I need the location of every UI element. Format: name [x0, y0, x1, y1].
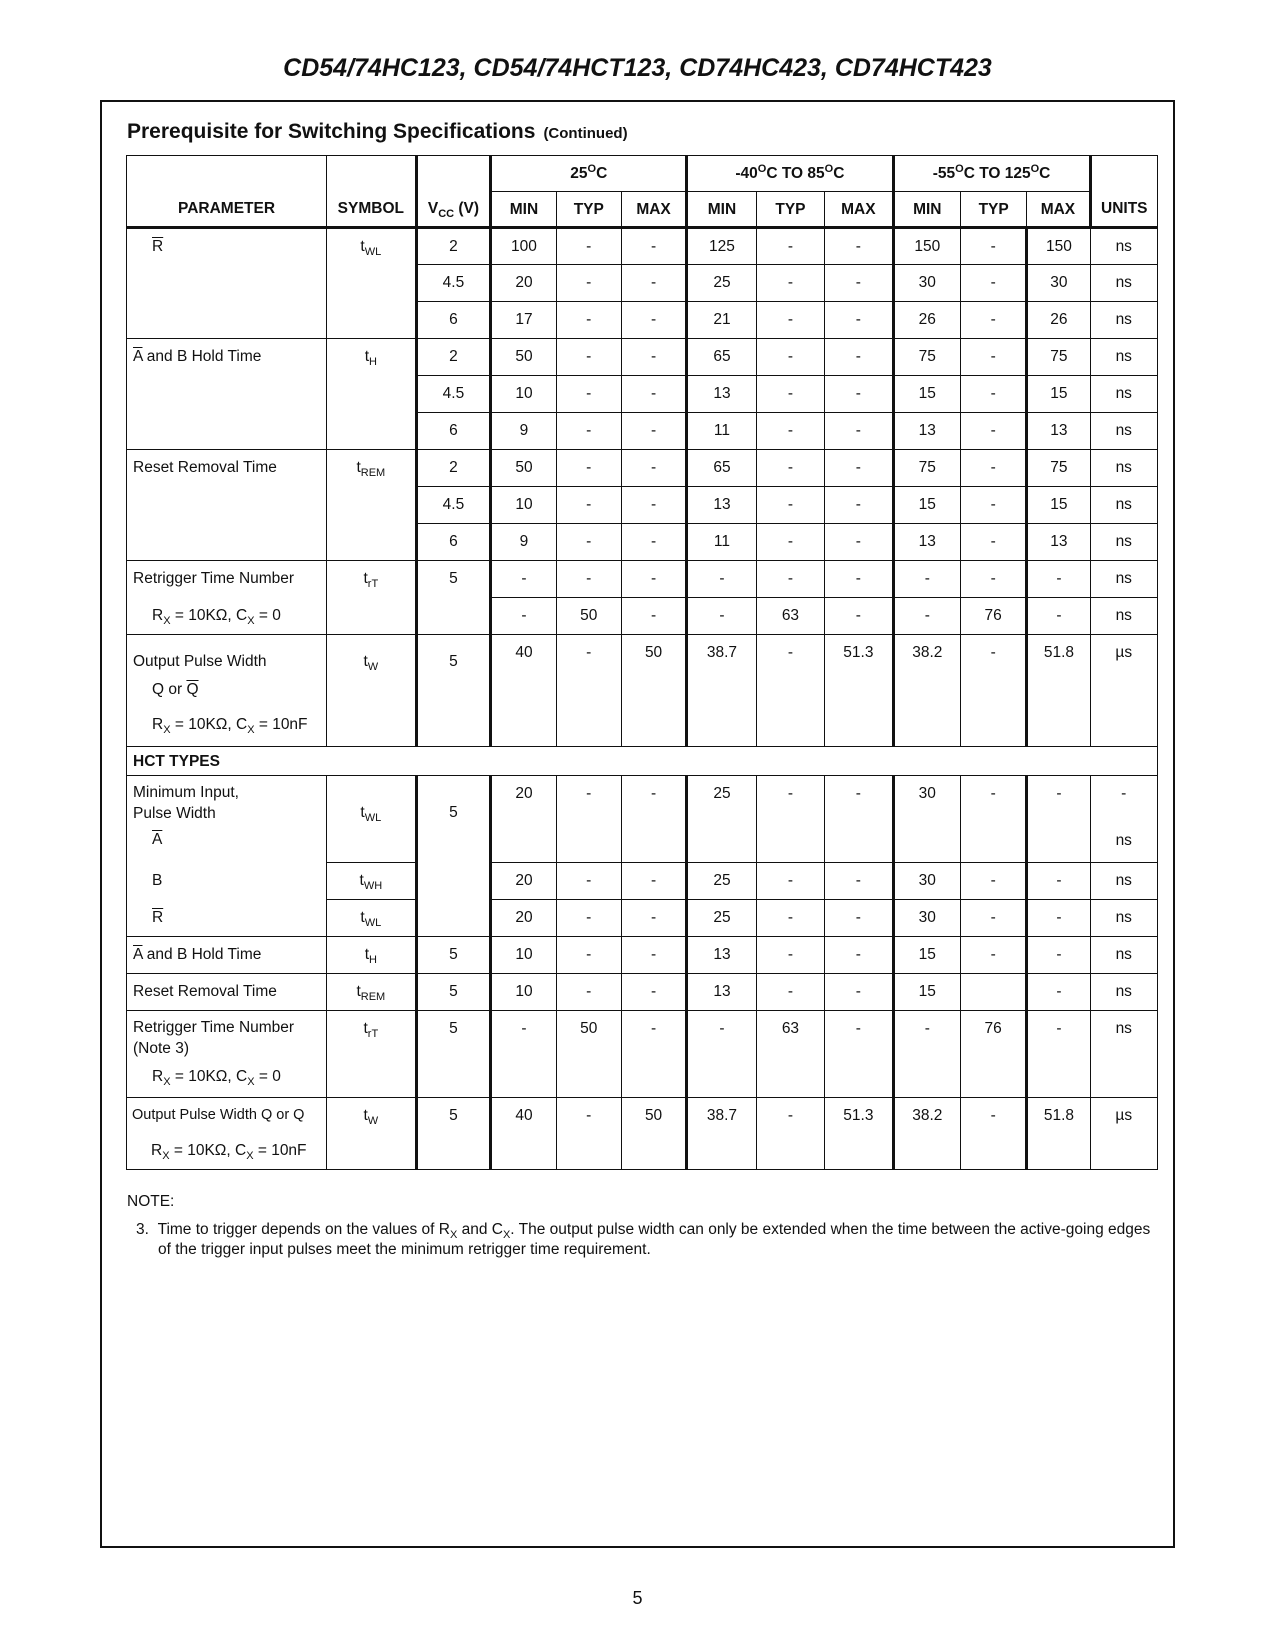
- table-cell: 10: [491, 974, 556, 1011]
- table-cell: -: [825, 413, 893, 450]
- table-row: [127, 1098, 1158, 1170]
- table-cell: $t_{REM}$: [327, 974, 417, 1011]
- table-cell: Minimum Input, Pulse Width $\overline{A}$: [127, 776, 327, 863]
- table-cell: -: [960, 265, 1026, 302]
- table-cell: 50: [491, 339, 556, 376]
- table-cell: -: [556, 937, 621, 974]
- table-cell: 75: [893, 339, 960, 376]
- section-title: Prerequisite for Switching Specifications (Continued): [127, 120, 628, 143]
- table-cell: Reset Removal Time: [127, 450, 327, 561]
- table-cell: -: [960, 376, 1026, 413]
- table-cell: ns: [1090, 863, 1158, 900]
- table-row: [127, 598, 1158, 635]
- table-cell: 26: [893, 302, 960, 339]
- table-cell: -: [556, 900, 621, 937]
- table-cell: -: [621, 487, 686, 524]
- table-cell: -: [621, 450, 686, 487]
- table-cell: -: [556, 376, 621, 413]
- table-cell: -: [687, 598, 757, 635]
- table-cell: 15: [893, 937, 960, 974]
- table-cell: 76: [960, 1011, 1026, 1098]
- table-cell: -: [756, 339, 824, 376]
- table-cell: -: [756, 413, 824, 450]
- table-cell: µs: [1090, 1098, 1158, 1170]
- table-cell: -: [960, 776, 1026, 863]
- table-cell: -: [960, 302, 1026, 339]
- spec-frame: [100, 100, 1175, 1548]
- table-cell: 25: [687, 776, 757, 863]
- table-cell: 50: [556, 598, 621, 635]
- table-cell: -: [556, 561, 621, 598]
- table-row: [127, 974, 1158, 1011]
- note-item-3: 3. Time to trigger depends on the values of $R_X$ and $C_X$. The output pulse width can only be extended when the time between the active-going edges of the trigger input pulses meet the minimum retrigger time requirement.: [136, 1221, 1151, 1258]
- table-cell: 65: [687, 450, 757, 487]
- table-cell: -: [960, 450, 1026, 487]
- table-cell: [327, 598, 417, 635]
- table-cell: 13: [687, 376, 757, 413]
- table-cell: -: [825, 302, 893, 339]
- table-row: [127, 863, 1158, 900]
- table-cell: ns: [1090, 900, 1158, 937]
- table-cell: ns: [1090, 937, 1158, 974]
- table-cell: [416, 863, 491, 900]
- table-cell: -: [491, 561, 556, 598]
- table-cell: [416, 598, 491, 635]
- table-cell: -: [756, 1098, 824, 1170]
- table-row: [127, 228, 1158, 265]
- table-cell: -: [960, 339, 1026, 376]
- table-cell: ns: [1090, 228, 1158, 265]
- table-cell: 13: [893, 413, 960, 450]
- table-cell: -: [621, 974, 686, 1011]
- table-cell: -: [621, 376, 686, 413]
- table-cell: 10: [491, 487, 556, 524]
- document-header-title: CD54/74HC123, CD54/74HCT123, CD74HC423, CD74HCT423: [283, 54, 992, 82]
- table-row: [127, 937, 1158, 974]
- table-cell: 5: [416, 1011, 491, 1098]
- table-cell: 4.5: [416, 376, 491, 413]
- table-cell: -: [960, 487, 1026, 524]
- table-cell: -: [825, 487, 893, 524]
- table-cell: ns: [1090, 265, 1158, 302]
- table-cell: -: [556, 487, 621, 524]
- table-cell: -: [756, 302, 824, 339]
- table-cell: 4.5: [416, 265, 491, 302]
- table-cell: -: [960, 863, 1026, 900]
- table-cell: 38.7: [687, 1098, 757, 1170]
- table-cell: 63: [756, 1011, 824, 1098]
- table-cell: 50: [621, 1098, 686, 1170]
- table-cell: -: [960, 561, 1026, 598]
- table-cell: 30: [893, 776, 960, 863]
- table-cell: 6: [416, 413, 491, 450]
- table-cell: 150: [1027, 228, 1090, 265]
- table-cell: 30: [893, 863, 960, 900]
- table-cell: 5: [416, 1098, 491, 1170]
- table-row: [127, 339, 1158, 376]
- table-cell: -: [621, 863, 686, 900]
- table-cell: -: [960, 413, 1026, 450]
- table-cell: -: [621, 776, 686, 863]
- table-cell: 38.2: [893, 635, 960, 747]
- table-cell: ns: [1090, 1011, 1158, 1098]
- table-cell: -: [621, 1011, 686, 1098]
- table-cell: 51.8: [1027, 1098, 1090, 1170]
- col-symbol: SYMBOL: [327, 192, 417, 228]
- table-cell: 13: [687, 937, 757, 974]
- note-label: NOTE:: [127, 1193, 175, 1210]
- table-cell: -: [960, 524, 1026, 561]
- table-cell: -: [556, 635, 621, 747]
- temp-40-85-header: $-40^OC$ TO $85^OC$: [687, 156, 893, 192]
- table-cell: 40: [491, 635, 556, 747]
- table-cell: -: [556, 265, 621, 302]
- table-cell: ns: [1090, 376, 1158, 413]
- table-cell: -: [756, 974, 824, 1011]
- table-cell: -: [825, 900, 893, 937]
- table-cell: [416, 900, 491, 937]
- table-cell: -: [621, 561, 686, 598]
- temp-25c-header: $25^OC$: [491, 156, 687, 192]
- table-cell: 5: [416, 937, 491, 974]
- table-cell: 20: [491, 265, 556, 302]
- table-cell: 6: [416, 302, 491, 339]
- table-cell: -: [756, 561, 824, 598]
- table-cell: 2: [416, 228, 491, 265]
- table-cell: -: [621, 598, 686, 635]
- table-cell: -: [556, 413, 621, 450]
- table-cell: 13: [687, 487, 757, 524]
- table-cell: 13: [1027, 413, 1090, 450]
- table-cell: 11: [687, 413, 757, 450]
- table-cell: 30: [893, 900, 960, 937]
- table-cell: -: [1027, 1011, 1090, 1098]
- table-cell: $t_{WH}$: [327, 863, 417, 900]
- table-cell: 20: [491, 900, 556, 937]
- table-cell: 20: [491, 776, 556, 863]
- table-cell: 4.5: [416, 487, 491, 524]
- table-cell: 30: [893, 265, 960, 302]
- table-cell: Retrigger Time Number (Note 3) $R_X = 10K\Omega$, $C_X = 0$: [127, 1011, 327, 1098]
- table-cell: $t_W$: [327, 635, 417, 747]
- table-cell: Output Pulse Width Q or Q $R_X = 10K\Omega$, $C_X = 10nF$: [127, 1098, 327, 1170]
- table-cell: 150: [893, 228, 960, 265]
- table-cell: 9: [491, 524, 556, 561]
- table-cell: -: [621, 339, 686, 376]
- table-cell: -: [556, 974, 621, 1011]
- table-cell: 2: [416, 339, 491, 376]
- table-cell: -: [621, 413, 686, 450]
- table-cell: 125: [687, 228, 757, 265]
- table-cell: ns: [1090, 413, 1158, 450]
- table-cell: -: [556, 302, 621, 339]
- table-cell: $t_W$: [327, 1098, 417, 1170]
- table-cell: -: [556, 524, 621, 561]
- table-row: [127, 776, 1158, 863]
- table-cell: $t_{WL}$: [327, 900, 417, 937]
- table-cell: -: [893, 598, 960, 635]
- table-cell: ns: [1090, 561, 1158, 598]
- table-cell: -: [756, 524, 824, 561]
- table-cell: $t_{WL}$: [327, 776, 417, 863]
- table-cell: -: [960, 635, 1026, 747]
- table-cell: Retrigger Time Number: [127, 561, 327, 598]
- table-cell: -: [756, 900, 824, 937]
- table-cell: -: [621, 265, 686, 302]
- table-cell: -: [825, 1011, 893, 1098]
- table-cell: -: [1027, 598, 1090, 635]
- table-row: [127, 900, 1158, 937]
- table-cell: $\overline{A}$ and B Hold Time: [127, 937, 327, 974]
- table-cell: -: [556, 228, 621, 265]
- table-cell: -: [960, 228, 1026, 265]
- table-cell: -: [960, 1098, 1026, 1170]
- table-cell: -: [825, 776, 893, 863]
- table-cell: 100: [491, 228, 556, 265]
- table-cell: -: [756, 776, 824, 863]
- table-cell: -: [825, 376, 893, 413]
- table-cell: -: [825, 450, 893, 487]
- table-cell: -: [1027, 863, 1090, 900]
- table-cell: 40: [491, 1098, 556, 1170]
- table-cell: ns: [1090, 598, 1158, 635]
- table-cell: -: [825, 524, 893, 561]
- table-cell: -: [756, 937, 824, 974]
- page-number: 5: [632, 1588, 643, 1608]
- table-cell: 50: [491, 450, 556, 487]
- table-cell: 75: [1027, 339, 1090, 376]
- table-cell: -: [825, 974, 893, 1011]
- table-row: [127, 450, 1158, 487]
- table-cell: 5: [416, 561, 491, 598]
- table-cell: ns: [1090, 302, 1158, 339]
- table-cell: -: [687, 561, 757, 598]
- table-row: [127, 635, 1158, 747]
- table-cell: 51.3: [825, 635, 893, 747]
- table-cell: $t_{REM}$: [327, 450, 417, 561]
- table-cell: 6: [416, 524, 491, 561]
- table-cell: 13: [687, 974, 757, 1011]
- table-cell: 21: [687, 302, 757, 339]
- table-cell: -: [556, 1098, 621, 1170]
- table-cell: 5: [416, 776, 491, 863]
- table-cell: 75: [893, 450, 960, 487]
- table-cell: 15: [1027, 376, 1090, 413]
- table-cell: 51.3: [825, 1098, 893, 1170]
- table-cell: $\overline{A}$ and B Hold Time: [127, 339, 327, 450]
- table-cell: -: [756, 635, 824, 747]
- table-cell: 20: [491, 863, 556, 900]
- temp-55-125-header: $-55^OC$ TO $125^OC$: [893, 156, 1090, 192]
- table-cell: 25: [687, 863, 757, 900]
- table-cell: ns: [1090, 524, 1158, 561]
- table-cell: -: [621, 937, 686, 974]
- table-cell: 50: [621, 635, 686, 747]
- table-cell: [960, 974, 1026, 1011]
- table-cell: -: [621, 302, 686, 339]
- table-cell: -: [1027, 974, 1090, 1011]
- table-cell: 11: [687, 524, 757, 561]
- table-cell: $R_X = 10K\Omega$, $C_X = 0$: [127, 598, 327, 635]
- table-cell: 5: [416, 974, 491, 1011]
- table-cell: ns: [1090, 974, 1158, 1011]
- table-cell: -: [893, 1011, 960, 1098]
- table-cell: $t_{rT}$: [327, 1011, 417, 1098]
- table-cell: -: [756, 376, 824, 413]
- header-row-temp: [127, 156, 1158, 192]
- table-cell: -: [621, 228, 686, 265]
- table-note: [127, 1192, 1167, 1260]
- table-cell: 5: [416, 635, 491, 747]
- header-row-columns: PARAMETER SYMBOL $V_{CC}$ (V) MIN TYP MAX MIN TYP MAX MIN TYP MAX UNITS: [127, 192, 1158, 228]
- table-cell: -: [756, 487, 824, 524]
- table-cell: Reset Removal Time: [127, 974, 327, 1011]
- table-cell: -: [556, 339, 621, 376]
- table-cell: $\overline{R}$: [127, 228, 327, 339]
- table-cell: -: [1027, 900, 1090, 937]
- table-cell: ns: [1090, 450, 1158, 487]
- table-cell: -: [825, 598, 893, 635]
- table-cell: 10: [491, 376, 556, 413]
- table-cell: 26: [1027, 302, 1090, 339]
- table-cell: -: [825, 937, 893, 974]
- table-cell: $t_H$: [327, 937, 417, 974]
- table-cell: -: [756, 863, 824, 900]
- table-cell: -: [621, 524, 686, 561]
- col-units: UNITS: [1090, 192, 1158, 228]
- table-cell: $t_{rT}$: [327, 561, 417, 598]
- table-cell: -: [556, 450, 621, 487]
- col-parameter: PARAMETER: [127, 192, 327, 228]
- table-cell: 63: [756, 598, 824, 635]
- table-cell: -: [825, 265, 893, 302]
- table-cell: -: [1027, 937, 1090, 974]
- table-cell: 9: [491, 413, 556, 450]
- table-cell: 13: [893, 524, 960, 561]
- table-cell: -: [756, 228, 824, 265]
- table-cell: 10: [491, 937, 556, 974]
- table-cell: -: [825, 228, 893, 265]
- table-cell: -: [556, 776, 621, 863]
- table-cell: B: [127, 863, 327, 900]
- col-vcc: $V_{CC}$ (V): [416, 192, 491, 228]
- table-cell: 2: [416, 450, 491, 487]
- table-cell: 75: [1027, 450, 1090, 487]
- table-cell: $\overline{R}$: [127, 900, 327, 937]
- table-cell: -: [756, 450, 824, 487]
- table-cell: -: [556, 863, 621, 900]
- table-cell: -: [491, 598, 556, 635]
- table-cell: -: [825, 339, 893, 376]
- table-cell: -: [1027, 776, 1090, 863]
- table-cell: $t_{WL}$: [327, 228, 417, 339]
- table-cell: $t_H$: [327, 339, 417, 450]
- table-cell: -: [687, 1011, 757, 1098]
- table-cell: 25: [687, 265, 757, 302]
- table-cell: -: [1027, 561, 1090, 598]
- table-row: [127, 747, 1158, 776]
- table-cell: 25: [687, 900, 757, 937]
- table-cell: -: [893, 561, 960, 598]
- table-cell: -: [491, 1011, 556, 1098]
- switching-spec-table: [126, 155, 1158, 1170]
- table-cell: 13: [1027, 524, 1090, 561]
- table-cell: 38.7: [687, 635, 757, 747]
- table-cell: HCT TYPES: [127, 747, 1158, 776]
- table-cell: 38.2: [893, 1098, 960, 1170]
- table-cell: 15: [893, 974, 960, 1011]
- table-cell: -: [825, 863, 893, 900]
- table-row: [127, 561, 1158, 598]
- table-cell: -: [756, 265, 824, 302]
- table-cell: 51.8: [1027, 635, 1090, 747]
- table-cell: 15: [893, 487, 960, 524]
- table-row: [127, 1011, 1158, 1098]
- table-cell: µs: [1090, 635, 1158, 747]
- table-cell: 15: [893, 376, 960, 413]
- table-cell: -: [960, 900, 1026, 937]
- table-cell: -: [825, 561, 893, 598]
- table-cell: 17: [491, 302, 556, 339]
- table-cell: -: [621, 900, 686, 937]
- table-cell: ns: [1090, 339, 1158, 376]
- table-cell: ns: [1090, 487, 1158, 524]
- table-cell: 15: [1027, 487, 1090, 524]
- table-cell: 30: [1027, 265, 1090, 302]
- table-cell: 65: [687, 339, 757, 376]
- table-cell: Output Pulse Width Q or $\overline{Q}$ $R_X = 10K\Omega$, $C_X = 10nF$: [127, 635, 327, 747]
- table-cell: - ns: [1090, 776, 1158, 863]
- table-cell: 50: [556, 1011, 621, 1098]
- table-cell: -: [960, 937, 1026, 974]
- table-cell: 76: [960, 598, 1026, 635]
